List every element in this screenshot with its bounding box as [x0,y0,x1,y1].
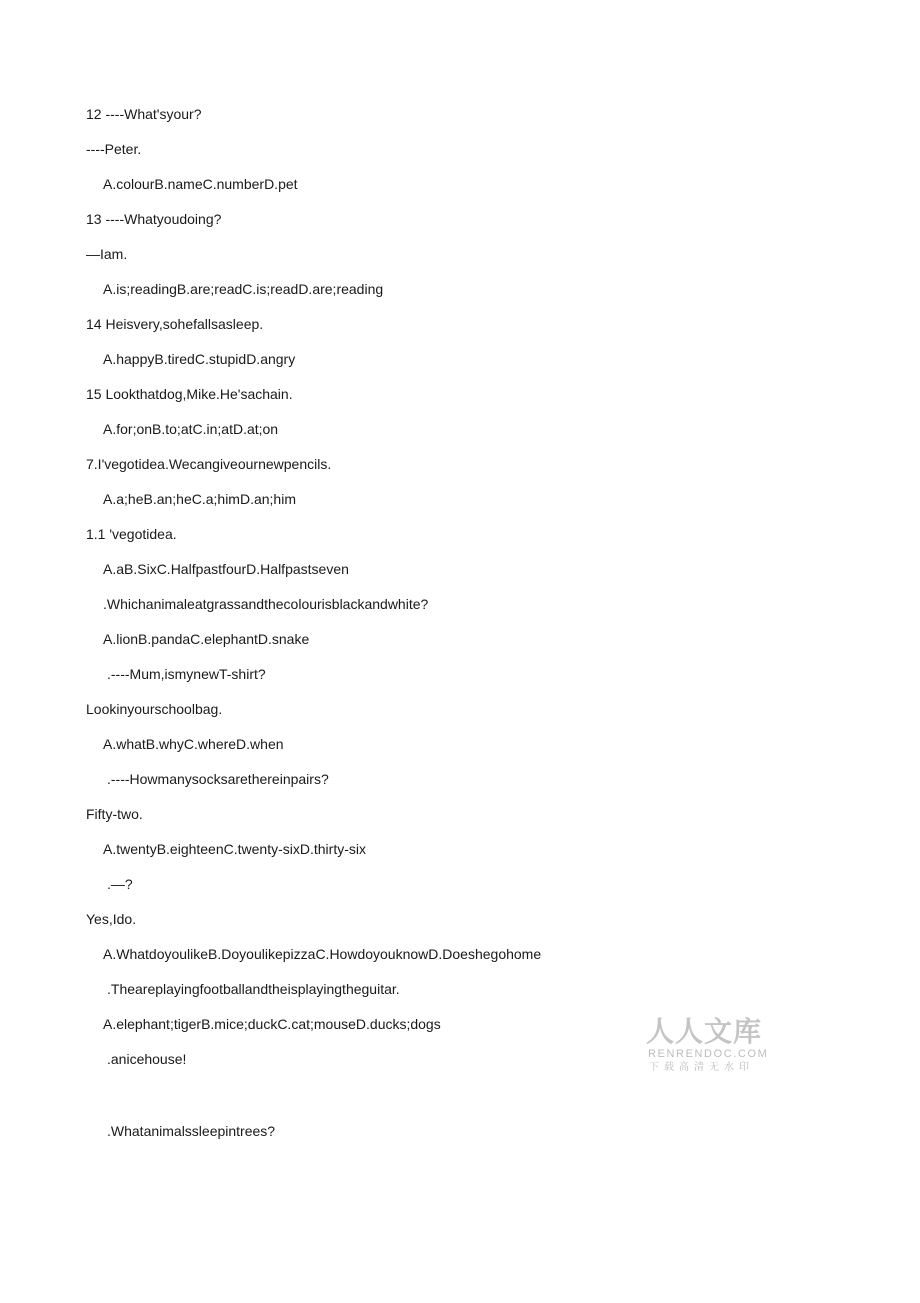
question-line: 13 ----Whatyoudoing? [86,211,222,227]
options-line: A.WhatdoyoulikeB.DoyoulikepizzaC.HowdoyouknowD.Doeshegohome [103,946,542,962]
options-line: A.is;readingB.are;readC.is;readD.are;reading [103,281,384,297]
options-line: A.elephant;tigerB.mice;duckC.cat;mouseD.ducks;dogs [103,1016,441,1032]
watermark-subtitle: 下载高清无水印 [649,1062,754,1073]
question-line: .Whatanimalssleepintrees? [107,1123,276,1139]
question-line: .anicehouse! [107,1051,187,1067]
answer-line: Fifty-two. [86,806,143,822]
options-line: A.aB.SixC.HalfpastfourD.Halfpastseven [103,561,349,577]
question-line: 7.I'vegotidea.Wecangiveournewpencils. [86,456,332,472]
question-line: 1.1 'vegotidea. [86,526,177,542]
watermark-url: RENRENDOC.COM [648,1048,769,1060]
options-line: A.twentyB.eighteenC.twenty-sixD.thirty-six [103,841,366,857]
question-line: 12 ----What'syour? [86,106,202,122]
question-line: .----Howmanysocksarethereinpairs? [107,771,329,787]
options-line: A.whatB.whyC.whereD.when [103,736,284,752]
watermark-logo [646,1016,772,1078]
question-line: .—? [107,876,133,892]
question-line: 14 Heisvery,sohefallsasleep. [86,316,264,332]
options-line: A.a;heB.an;heC.a;himD.an;him [103,491,296,507]
answer-line: ----Peter. [86,141,142,157]
answer-line: Lookinyourschoolbag. [86,701,223,717]
question-line: 15 Lookthatdog,Mike.He'sachain. [86,386,293,402]
options-line: A.colourB.nameC.numberD.pet [103,176,298,192]
answer-line: —Iam. [86,246,128,262]
question-line: .Whichanimaleatgrassandthecolourisblackandwhite? [103,596,429,612]
question-line: .----Mum,ismynewT-shirt? [107,666,266,682]
watermark-title: 人人文库 [646,1015,763,1048]
answer-line: Yes,Ido. [86,911,137,927]
options-line: A.happyB.tiredC.stupidD.angry [103,351,296,367]
options-line: A.for;onB.to;atC.in;atD.at;on [103,421,279,437]
question-line: .Theareplayingfootballandtheisplayingtheguitar. [107,981,400,997]
options-line: A.lionB.pandaC.elephantD.snake [103,631,310,647]
